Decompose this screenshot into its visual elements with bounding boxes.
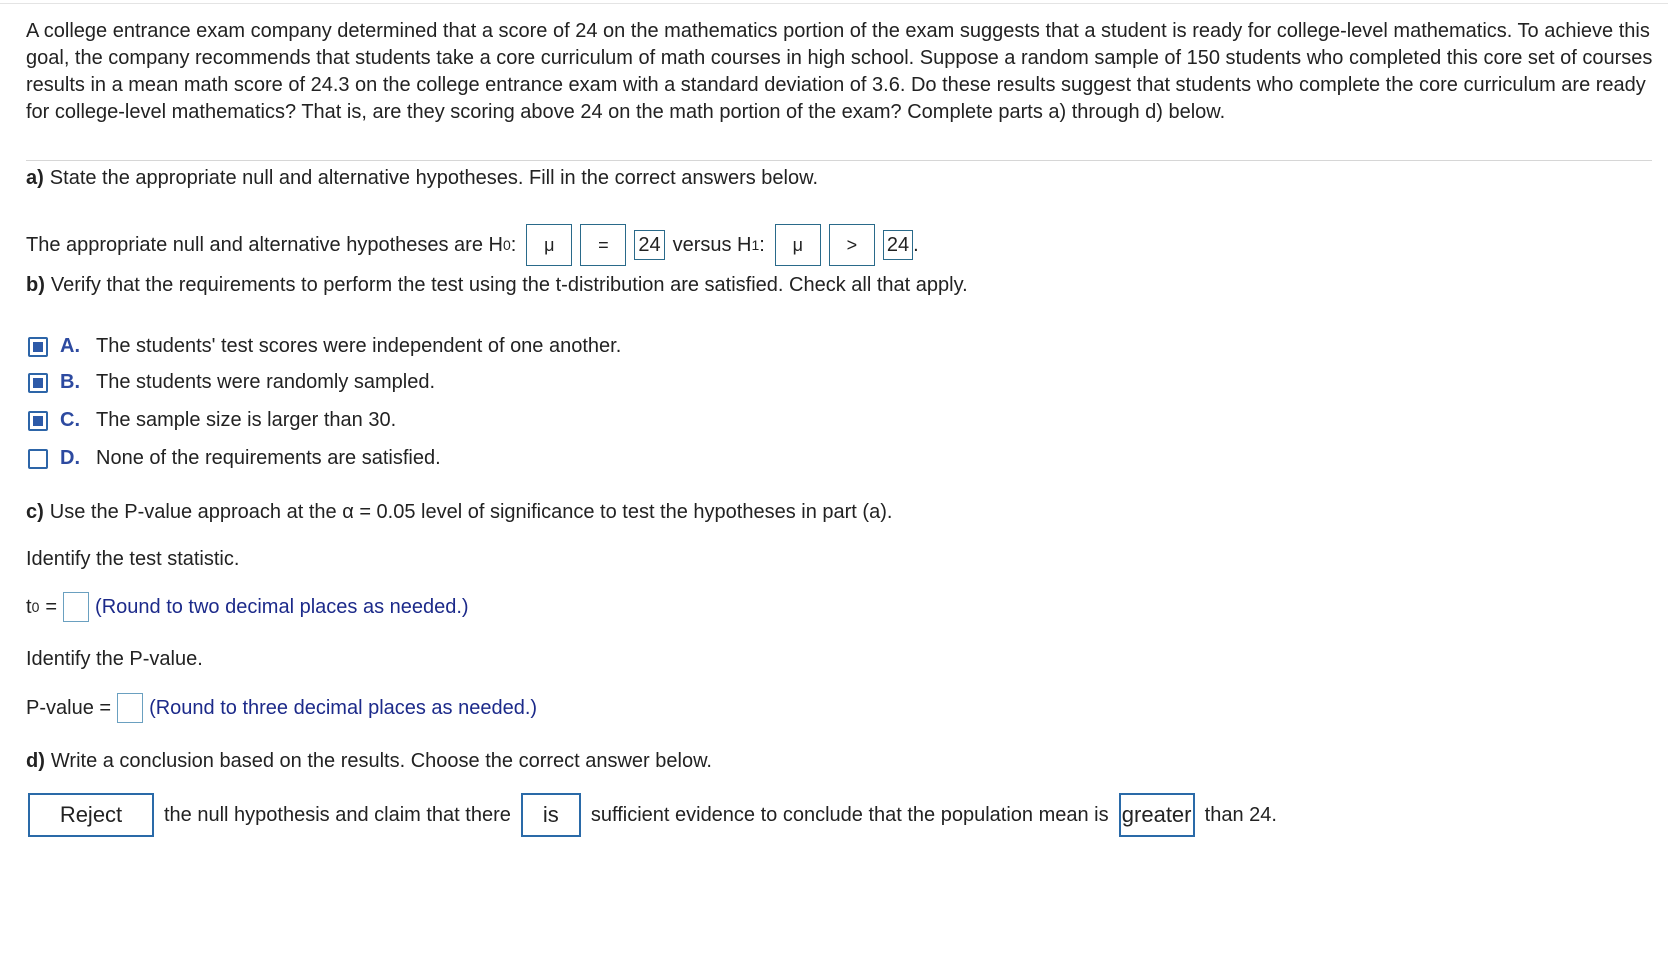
h1-operator-select[interactable]: > bbox=[829, 224, 875, 266]
part-d-prompt bbox=[26, 748, 712, 774]
option-b-checkbox[interactable] bbox=[28, 373, 48, 393]
versus-label: versus H bbox=[672, 233, 752, 256]
part-d-label: d) bbox=[26, 749, 45, 772]
t0-label: t bbox=[26, 595, 32, 618]
h0-value-input[interactable]: 24 bbox=[634, 230, 664, 260]
h0-parameter-select[interactable]: μ bbox=[526, 224, 572, 266]
conclusion-text-3: than 24. bbox=[1204, 803, 1277, 826]
test-statistic-input[interactable] bbox=[63, 592, 89, 622]
h0-operator-select[interactable]: = bbox=[580, 224, 626, 266]
pvalue-hint: (Round to three decimal places as needed.) bbox=[149, 696, 538, 719]
identify-statistic-text: Identify the test statistic. bbox=[26, 547, 240, 570]
option-b-letter: B. bbox=[60, 371, 80, 393]
option-d[interactable] bbox=[28, 447, 441, 470]
option-a-text: The students' test scores were independent of one another. bbox=[96, 335, 622, 357]
evidence-dropdown[interactable]: is bbox=[521, 793, 581, 837]
option-c-checkbox[interactable] bbox=[28, 411, 48, 431]
part-c-instructions: Use the P-value approach at the α = 0.05 level of significance to test the hypotheses in part (a). bbox=[49, 500, 893, 523]
part-a-label: a) bbox=[26, 166, 44, 189]
option-d-text: None of the requirements are satisfied. bbox=[96, 447, 441, 469]
section-divider bbox=[26, 160, 1652, 161]
option-a[interactable] bbox=[28, 335, 621, 358]
pvalue-label: P-value = bbox=[26, 696, 112, 719]
identify-pvalue-text: Identify the P-value. bbox=[26, 647, 203, 670]
problem-statement: A college entrance exam company determined that a score of 24 on the mathematics portion of the exam suggests that a student is ready for college-level mathematics. To achieve this goal, the company recommends that students take a core curriculum of math courses in high school. Suppose a random sample of 150 students who completed this core set of courses results in a mean math score of 24.3 on the college entrance exam with a standard deviation of 3.6. Do these results suggest that students who complete the core curriculum are ready for college-level mathematics? That is, are they scoring above 24 on the math portion of the exam? Complete parts a) through d) below. bbox=[26, 20, 1653, 123]
t0-equals: = bbox=[45, 595, 58, 618]
pvalue-input[interactable] bbox=[117, 693, 143, 723]
part-b-instructions: Verify that the requirements to perform the test using the t-distribution are satisfied. Check all that apply. bbox=[50, 273, 968, 296]
direction-dropdown[interactable]: greater bbox=[1119, 793, 1195, 837]
top-border bbox=[0, 3, 1668, 4]
h1-colon: : bbox=[759, 233, 765, 256]
hypotheses-period: . bbox=[913, 233, 919, 256]
part-b-prompt bbox=[26, 272, 968, 298]
part-c-prompt bbox=[26, 499, 892, 525]
option-a-letter: A. bbox=[60, 335, 80, 357]
option-b[interactable] bbox=[28, 371, 435, 394]
test-statistic-hint: (Round to two decimal places as needed.) bbox=[95, 595, 469, 618]
hypotheses-lead: The appropriate null and alternative hypotheses are H bbox=[26, 233, 503, 256]
h1-parameter-select[interactable]: μ bbox=[775, 224, 821, 266]
t0-subscript: 0 bbox=[31, 599, 40, 615]
h0-colon: : bbox=[510, 233, 517, 256]
part-b-label: b) bbox=[26, 273, 45, 296]
option-c-text: The sample size is larger than 30. bbox=[96, 409, 397, 431]
h0-subscript: 0 bbox=[502, 237, 511, 253]
option-d-checkbox[interactable] bbox=[28, 449, 48, 469]
part-c-label: c) bbox=[26, 500, 44, 523]
hypotheses-row bbox=[26, 224, 919, 266]
part-d-instructions: Write a conclusion based on the results. Choose the correct answer below. bbox=[50, 749, 712, 772]
option-c-letter: C. bbox=[60, 409, 80, 431]
part-a-instructions: State the appropriate null and alternative hypotheses. Fill in the correct answers below. bbox=[49, 166, 819, 189]
pvalue-row bbox=[26, 692, 537, 724]
conclusion-row bbox=[28, 793, 1277, 837]
option-a-checkbox[interactable] bbox=[28, 337, 48, 357]
h1-value-input[interactable]: 24 bbox=[883, 230, 913, 260]
h1-subscript: 1 bbox=[751, 237, 760, 253]
decision-dropdown[interactable]: Reject bbox=[28, 793, 154, 837]
option-b-text: The students were randomly sampled. bbox=[96, 371, 436, 393]
option-c[interactable] bbox=[28, 409, 396, 432]
test-statistic-row bbox=[26, 591, 469, 623]
conclusion-text-2: sufficient evidence to conclude that the population mean is bbox=[590, 803, 1109, 826]
conclusion-text-1: the null hypothesis and claim that there bbox=[164, 803, 511, 826]
option-d-letter: D. bbox=[60, 447, 80, 469]
part-a-prompt bbox=[26, 165, 818, 191]
